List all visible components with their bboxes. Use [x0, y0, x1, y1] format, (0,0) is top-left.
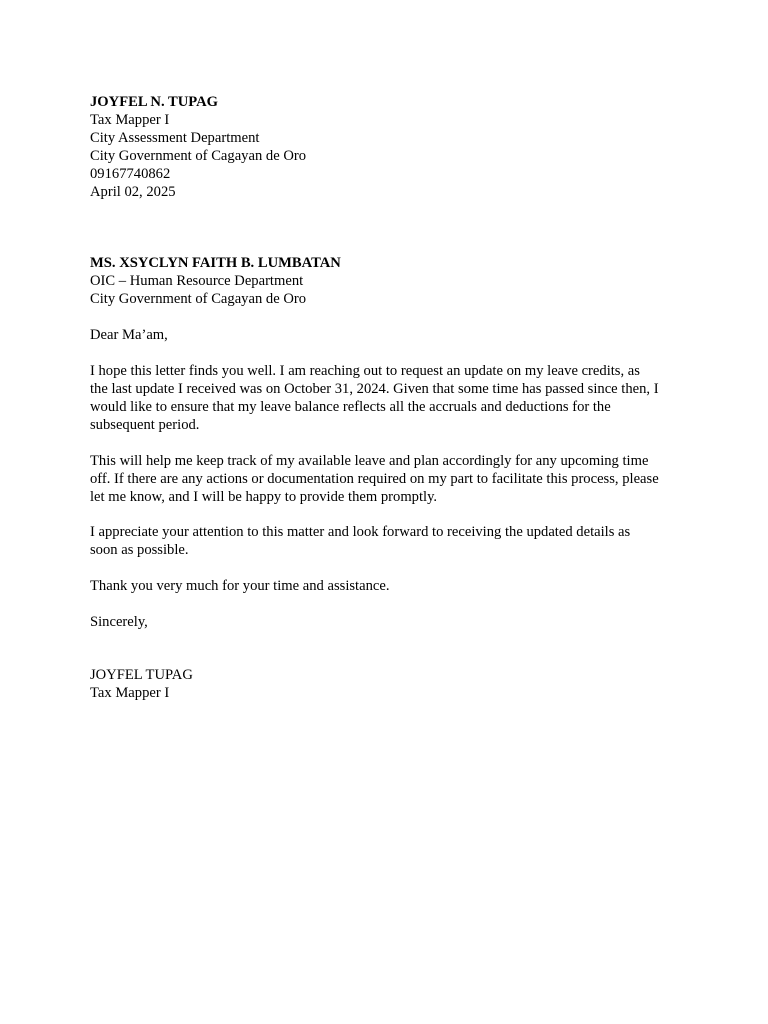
- letter-date: April 02, 2025: [90, 184, 176, 200]
- sender-position: Tax Mapper I: [90, 112, 170, 128]
- closing: [90, 613, 690, 631]
- paragraph-line: let me know, and I will be happy to provide them promptly.: [90, 489, 438, 505]
- salutation: [90, 326, 690, 344]
- sender-phone: 09167740862: [90, 166, 171, 182]
- closing-text: Sincerely,: [90, 614, 148, 630]
- paragraph-line: would like to ensure that my leave balance reflects all the accruals and deductions for the: [90, 399, 611, 415]
- body-paragraph-3: [90, 523, 690, 559]
- sender-block: [90, 93, 690, 201]
- recipient-office: City Government of Cagayan de Oro: [90, 291, 307, 307]
- paragraph-line: This will help me keep track of my available leave and plan accordingly for any upcoming time: [90, 453, 649, 469]
- body-paragraph-2: [90, 452, 690, 506]
- salutation-text: Dear Ma’am,: [90, 327, 168, 343]
- paragraph-line: off. If there are any actions or documentation required on my part to facilitate this process, please: [90, 471, 659, 487]
- sender-office: City Government of Cagayan de Oro: [90, 148, 307, 164]
- recipient-name: MS. XSYCLYN FAITH B. LUMBATAN: [90, 255, 341, 271]
- recipient-block: [90, 254, 690, 308]
- paragraph-line: I appreciate your attention to this matter and look forward to receiving the updated details as: [90, 524, 631, 540]
- paragraph-line: subsequent period.: [90, 417, 200, 433]
- paragraph-line: I hope this letter finds you well. I am reaching out to request an update on my leave credits, as: [90, 363, 640, 379]
- signature-block: [90, 666, 690, 702]
- recipient-position: OIC – Human Resource Department: [90, 273, 304, 289]
- paragraph-line: the last update I received was on October 31, 2024. Given that some time has passed since then, I: [90, 381, 659, 397]
- paragraph-line: Thank you very much for your time and assistance.: [90, 578, 390, 594]
- signature-position: Tax Mapper I: [90, 685, 170, 701]
- body-paragraph-4: [90, 577, 690, 595]
- paragraph-line: soon as possible.: [90, 542, 189, 558]
- sender-name: JOYFEL N. TUPAG: [90, 94, 218, 110]
- signature-name: JOYFEL TUPAG: [90, 667, 193, 683]
- sender-department: City Assessment Department: [90, 130, 260, 146]
- body-paragraph-1: [90, 362, 690, 434]
